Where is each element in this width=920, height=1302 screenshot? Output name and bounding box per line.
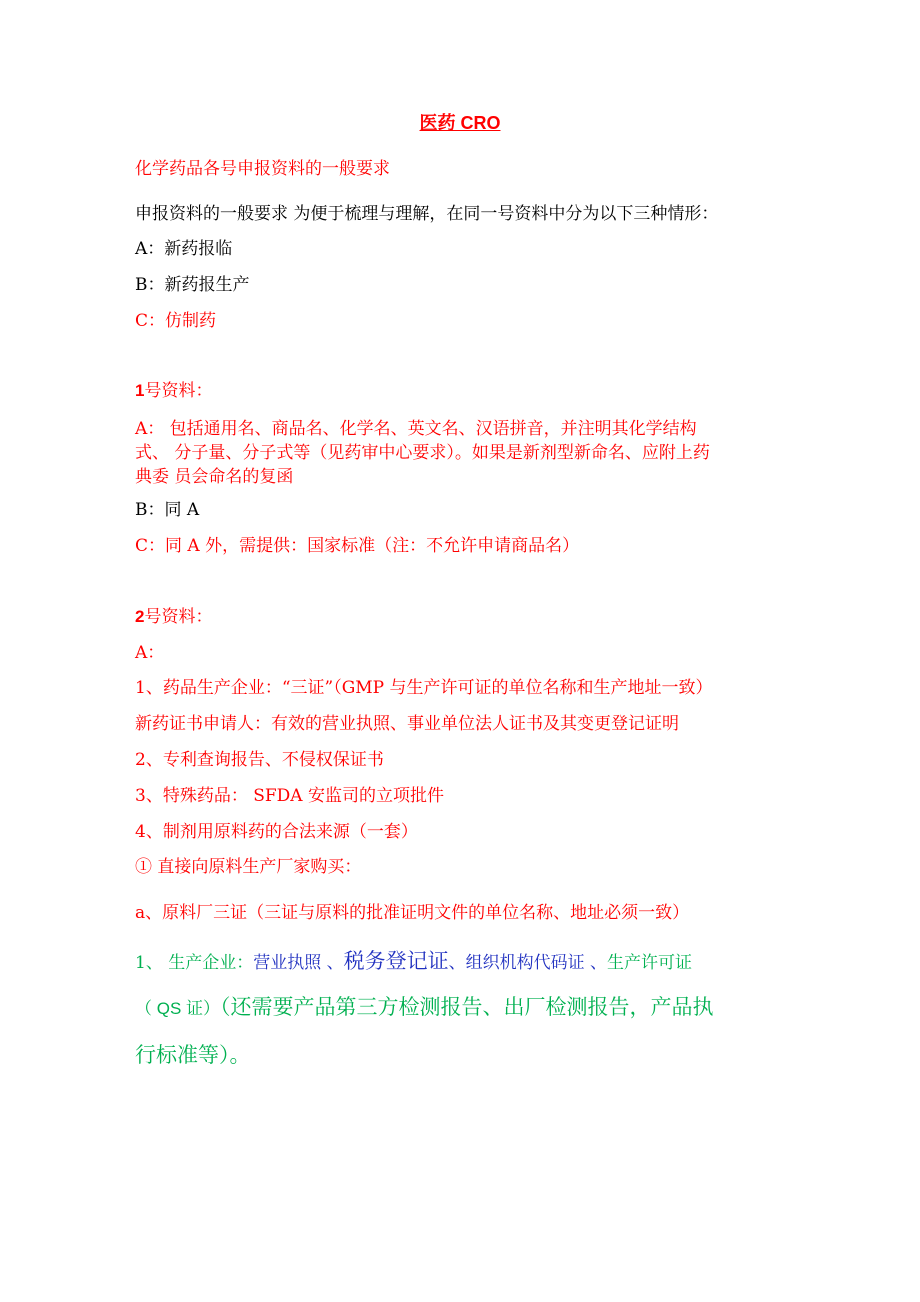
section1-a-line1: A： 包括通用名、商品名、化学名、英文名、汉语拼音，并注明其化学结构 — [135, 419, 697, 439]
section2-a: A： — [135, 643, 165, 663]
section1-heading-text: 号资料： — [144, 381, 213, 401]
section1-a-line2: 式、 分子量、分子式等（见药审中心要求）。如果是新剂型新命名、应附上药 — [135, 443, 710, 463]
section2-number: 2 — [135, 607, 145, 626]
enterprise-permit: 生产许可证 — [607, 953, 693, 973]
section2-heading — [135, 606, 212, 628]
enterprise-prefix: 1、 生产企业： — [135, 953, 254, 973]
section2-item3: 3、特殊药品： SFDA 安监司的立项批件 — [135, 786, 444, 806]
section2-heading-text: 号资料： — [144, 607, 213, 627]
section1-a-line3: 典委 员会命名的复函 — [135, 467, 294, 487]
enterprise-line — [135, 948, 692, 977]
section1-number: 1 — [135, 381, 145, 400]
qs-rest: （还需要产品第三方检测报告、出厂检测报告，产品执 — [220, 996, 714, 1019]
qs-line — [135, 994, 714, 1023]
section1-heading — [135, 380, 212, 402]
section2-circle1: ① 直接向原料生产厂家购买： — [135, 857, 362, 877]
section1-c: C：同 A 外，需提供：国家标准（注：不允许申请商品名） — [135, 536, 580, 556]
case-a: A：新药报临 — [135, 239, 233, 259]
page-title: 医药 CRO — [419, 113, 501, 133]
case-b: B：新药报生产 — [135, 275, 250, 295]
section2-applicant: 新药证书申请人：有效的营业执照、事业单位法人证书及其变更登记证明 — [135, 714, 679, 734]
case-c: C：仿制药 — [135, 311, 217, 331]
qs-label: （ QS 证） — [135, 999, 221, 1018]
section2-sub-a: a、原料厂三证（三证与原料的批准证明文件的单位名称、地址必须一致） — [135, 903, 690, 923]
section2-item1: 1、药品生产企业：“三证”（GMP 与生产许可证的单位名称和生产地址一致） — [135, 678, 713, 698]
last-line: 行标准等）。 — [135, 1044, 251, 1067]
enterprise-tax: 税务登记证 — [343, 950, 449, 973]
subtitle: 化学药品各号申报资料的一般要求 — [135, 159, 390, 179]
section2-item4: 4、制剂用原料药的合法来源（一套） — [135, 822, 418, 842]
intro-text: 申报资料的一般要求 为便于梳理与理解，在同一号资料中分为以下三种情形： — [135, 204, 719, 224]
enterprise-org: 、组织机构代码证 、 — [448, 953, 608, 973]
section2-item2: 2、专利查询报告、不侵权保证书 — [135, 750, 384, 770]
section1-b: B：同 A — [135, 500, 200, 520]
enterprise-license: 营业执照 、 — [253, 953, 344, 973]
